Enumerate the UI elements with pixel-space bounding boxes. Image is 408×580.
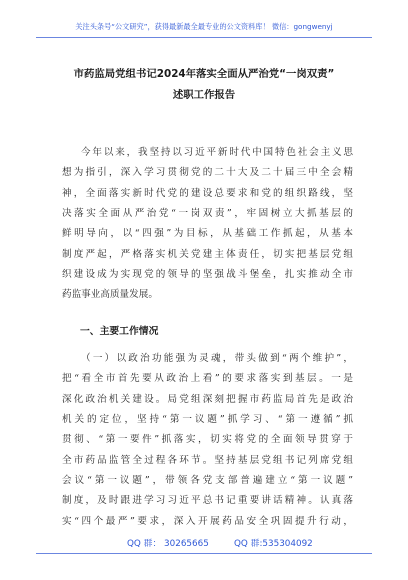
text-line: 鲜明导向，以“四强”为目标，从基础工作抓起，从基本 <box>62 228 353 240</box>
text-line: 机关的定位，坚持“第一议题”抓学习、“第一遵循”抓 <box>62 414 353 426</box>
text-line: 今年以来，我坚持以习近平新时代中国特色社会主义思 <box>81 147 353 158</box>
paragraph-work <box>62 349 353 532</box>
title-line: 述职工作报告 <box>172 89 236 101</box>
text-line: 实“四个最严”要求，深入开展药品安全巩固提升行动， <box>62 515 353 527</box>
section-heading: 一、主要工作情况 <box>80 326 159 337</box>
header-banner: 关注头条号“公文研究”，获得最新最全最专业的公文资料库！ 微信：gongwenyj <box>75 22 333 31</box>
text-line: 把“看全市首先要从政治上看”的要求落实到基层。一是 <box>62 373 353 385</box>
text-line: 全市药品监管全过程各环节。坚持基层党组书记列席党组 <box>62 454 353 466</box>
text-line: 神，全面落实新时代党的建设总要求和党的组织路线，坚 <box>62 187 353 199</box>
footer-qq-group-2: QQ 群:535304092 <box>234 539 313 549</box>
paragraph-intro <box>62 143 353 306</box>
text-line: 深化政治机关建设。局党组深刻把握市药监局首先是政治 <box>62 393 353 405</box>
header-divider <box>36 37 372 38</box>
text-line: 决落实全面从严治党“一岗双责”，牢固树立大抓基层的 <box>62 208 353 220</box>
text-line: 制度，及时跟进学习习近平总书记重要讲话精神。认真落 <box>62 495 353 507</box>
text-line: 会议“第一议题”，带领各党支部普遍建立“第一议题” <box>62 475 353 487</box>
text-line: 贯彻、“第一要件”抓落实，切实将党的全面领导贯穿于 <box>62 434 353 446</box>
footer-divider <box>36 553 372 554</box>
text-line: 想为指引，深入学习贯彻党的二十大及二十届三中全会精 <box>62 167 353 179</box>
title-line: 市药监局党组书记2024年落实全面从严治党“一岗双责” <box>73 68 335 80</box>
footer-qq-group-1: QQ 群： 30265665 <box>127 539 209 549</box>
document-title <box>30 64 378 106</box>
text-line: 制度严起，严格落实机关党建主体责任，切实把基层党组 <box>62 248 353 260</box>
text-line: 药监事业高质量发展。 <box>62 289 158 301</box>
text-line: （一）以政治功能强为灵魂，带头做到“两个维护”， <box>81 353 353 364</box>
text-line: 织建设成为实现党的领导的坚强战斗堡垒，扎实推动全市 <box>62 269 353 281</box>
